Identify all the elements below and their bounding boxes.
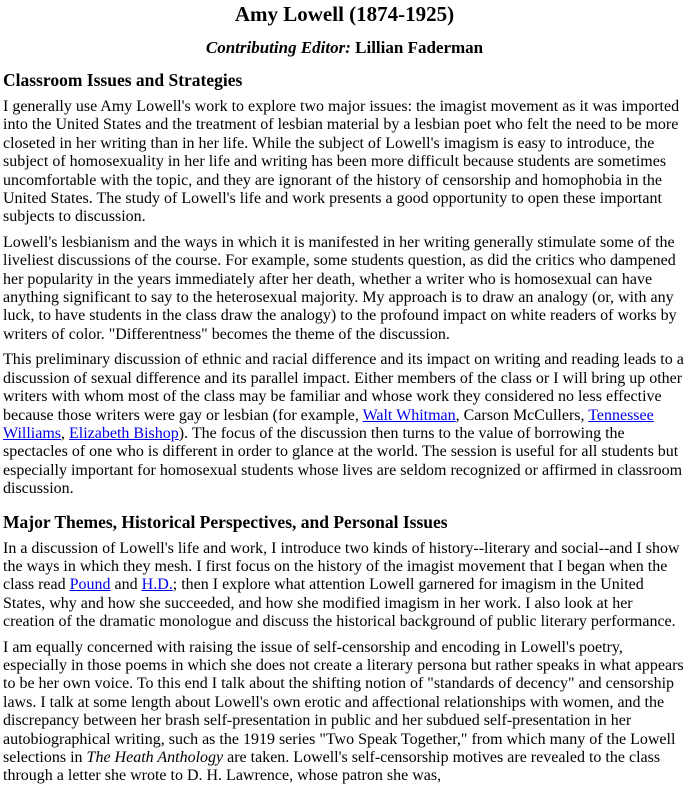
page-title: Amy Lowell (1874-1925) xyxy=(234,2,455,26)
text-run: I am equally concerned with raising the issue of self-censorship and encoding in Lowell's poetry, especially in those poems in which she does not create a literary persona but rather speaks in what appears to be her own voice. To this end I talk about the shifting notion of "standards of decency" and censorship laws. I talk at some length about Lowell's own erotic and affectional relationships with women, and the discrepancy between her brash self-presentation in public and her subdued self-presentation in her autobiographical writing, such as the 1919 series "Two Speak Together," from which many of the Lowell selections in xyxy=(3,638,684,766)
editor-label: Contributing Editor: xyxy=(205,38,351,57)
text-run: ). The focus of the discussion then turns to the value of borrowing the spectacles of one who is different in order to glance at the world. The session is useful for all students but especially important for homosexual students whose lives are seldom recognized or affirmed in classroom discussion. xyxy=(3,424,683,498)
paragraph xyxy=(3,540,686,632)
text-run: This preliminary discussion of ethnic and racial difference and its impact on writing and reading leads to a discussion of sexual difference and its parallel impact. Either members of the class or I will bring up other writers with whom most of the class may be familiar and whose work they considered no less effective because those writers were gay or lesbian (for example, xyxy=(3,351,684,424)
editor-name: Lillian Faderman xyxy=(355,38,484,57)
contributing-editor-line xyxy=(3,38,686,57)
inline-link[interactable]: Elizabeth Bishop xyxy=(69,424,179,442)
text-run: In a discussion of Lowell's life and work, I introduce two kinds of history--literary and social--and I show the ways in which they mesh. I first focus on the history of the imagist movement that I began when the class read xyxy=(3,539,680,594)
text-run: ; then I explore what attention Lowell garnered for imagism in the United States, why and how she succeeded, and how she modified imagism in her work. I also look at her creation of the dramatic monologue and discuss the historical background of public literary performance. xyxy=(3,576,676,631)
inline-link[interactable]: Tennessee Williams xyxy=(3,406,654,442)
sections-container xyxy=(3,70,686,786)
text-run: Lowell's lesbianism and the ways in which it is manifested in her writing generally stimulate some of the liveliest discussions of the course. For example, some students question, as did the critics who dampened her popularity in the years immediately after her death, whether a writer who is homosexual can have anything significant to say to the heterosexual majority. My approach is to draw an analogy (or, with any luck, to have students in the class draw the analogy) to the profound impact on white readers of works by writers of color. "Differentness" becomes the theme of the discussion. xyxy=(3,233,677,343)
inline-link[interactable]: Pound xyxy=(69,576,111,594)
italic-book-title: The Heath Anthology xyxy=(86,749,224,766)
text-run: are taken. Lowell's self-censorship motives are revealed to the class through a letter she wrote to D. H. Lawrence, whose patron she was, xyxy=(3,749,661,785)
paragraph xyxy=(3,234,686,344)
paragraph xyxy=(3,639,686,786)
text-run: , xyxy=(61,424,70,442)
section-heading: Major Themes, Historical Perspectives, and Personal Issues xyxy=(3,511,448,532)
section-heading: Classroom Issues and Strategies xyxy=(3,70,243,90)
text-run: , Carson McCullers, xyxy=(455,406,589,424)
paragraph xyxy=(3,351,686,498)
text-run: and xyxy=(110,576,142,594)
paragraph xyxy=(3,98,686,227)
inline-link[interactable]: Walt Whitman xyxy=(362,406,456,424)
inline-link[interactable]: H.D. xyxy=(141,576,173,594)
text-run: I generally use Amy Lowell's work to explore two major issues: the imagist movement as it was imported into the United States and the treatment of lesbian material by a lesbian poet who felt the need to be more closeted in her writing than in her life. While the subject of Lowell's imagism is easy to introduce, the subject of homosexuality in her life and writing has been more difficult because students are sometimes uncomfortable with the topic, and they are ignorant of the history of censorship and homophobia in the United States. The study of Lowell's life and work presents a good opportunity to open these important subjects to discussion. xyxy=(3,98,680,226)
